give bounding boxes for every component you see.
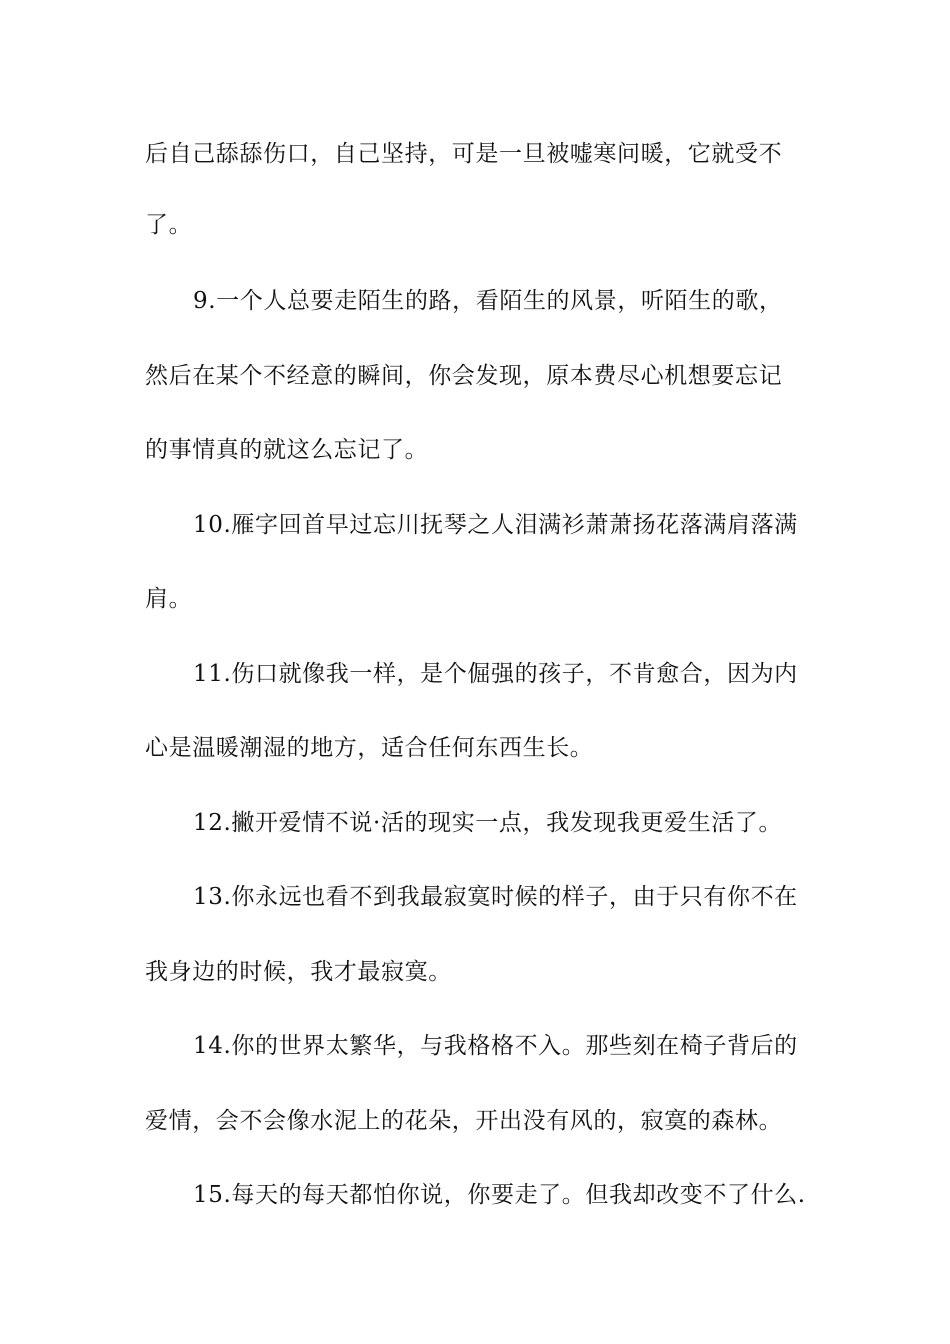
- text-line: 心是温暖潮湿的地方，适合任何东西生长。: [145, 735, 594, 761]
- text-line: 肩。: [145, 586, 193, 612]
- paragraph-10-line-1: 10.雁字回首早过忘川抚琴之人泪满衫萧萧扬花落满肩落满: [193, 512, 798, 538]
- text-line: 爱情，会不会像水泥上的花朵，开出没有风的，寂寞的森林。: [145, 1108, 783, 1134]
- text-line: 我身边的时候，我才最寂寞。: [145, 959, 452, 985]
- paragraph-14-line-1: 14.你的世界太繁华，与我格格不入。那些刻在椅子背后的: [193, 1033, 798, 1059]
- paragraph-12-line-1: 12.撇开爱情不说·活的现实一点，我发现我更爱生活了。: [193, 810, 783, 836]
- paragraph-11-line-1: 11.伤口就像我一样，是个倔强的孩子，不肯愈合，因为内: [193, 661, 798, 687]
- paragraph-13-line-1: 13.你永远也看不到我最寂寞时候的样子，由于只有你不在: [193, 884, 798, 910]
- text-line: 的事情真的就这么忘记了。: [145, 437, 429, 463]
- paragraph-9-line-1: 9.一个人总要走陌生的路，看陌生的风景，听陌生的歌，: [193, 288, 783, 314]
- text-line: 后自己舔舔伤口，自己坚持，可是一旦被嘘寒问暖，它就受不: [145, 141, 783, 167]
- text-line: 然后在某个不经意的瞬间，你会发现，原本费尽心机想要忘记: [145, 363, 783, 389]
- paragraph-15-line-1: 15.每天的每天都怕你说，你要走了。但我却改变不了什么.: [193, 1182, 806, 1208]
- text-line: 了。: [145, 212, 193, 238]
